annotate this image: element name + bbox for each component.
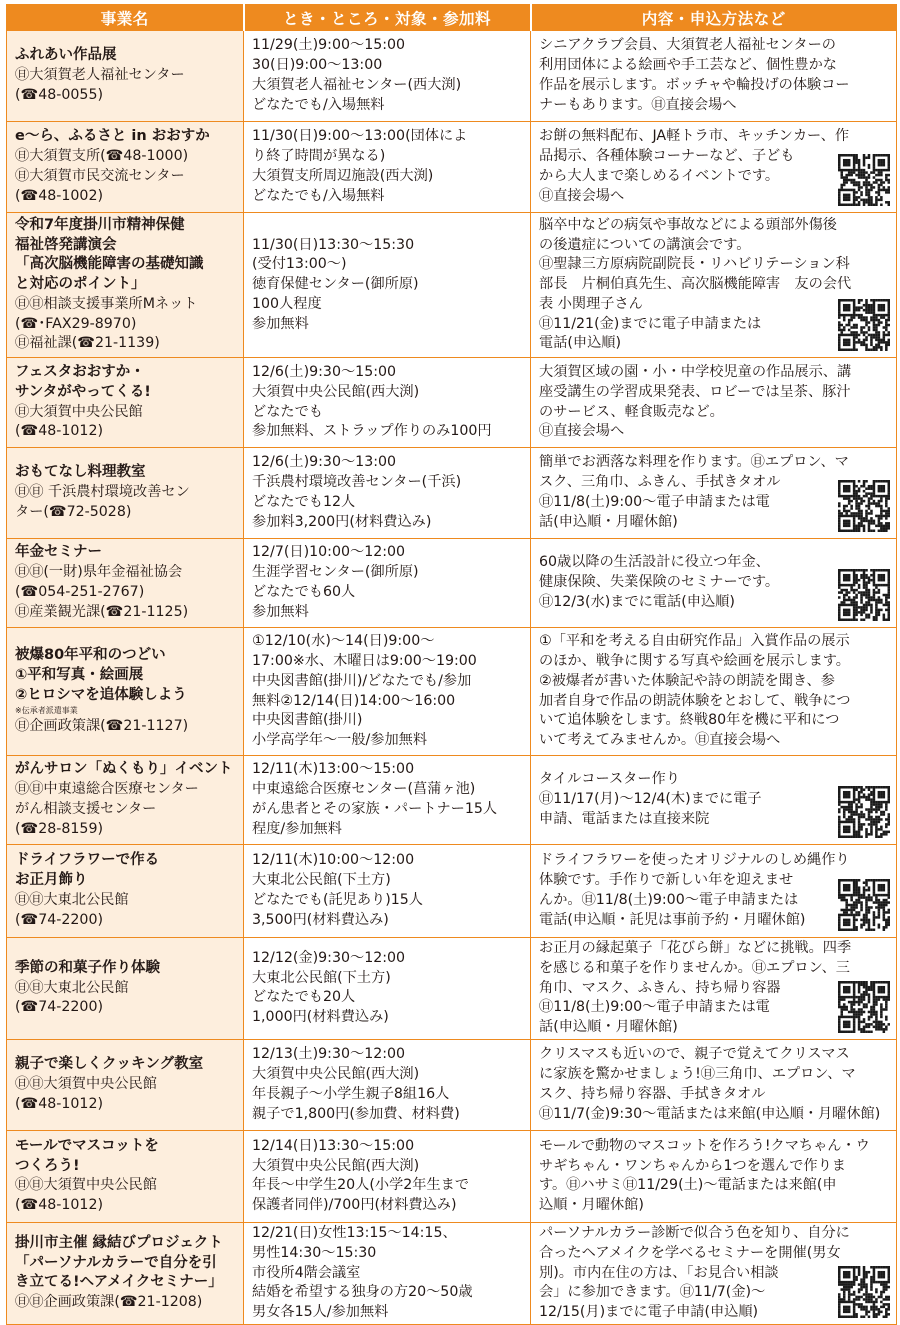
event-content-text: 簡単でお洒落な料理を作ります。㊐エプロン、マ スク、三角巾、ふきん、手拭きタオル ㊐11/8(土)9:00～電子申請または電 話(申込順・月曜休館) [539,454,849,530]
event-contact: ㊐企画政策課(☎21-1127) [15,718,189,735]
event-name-cell [7,31,244,122]
event-contact: ㊐㊐大東北公民館 (☎74-2200) [15,892,129,928]
event-content-text: お正月の縁起菓子「花びら餅」などに挑戦。四季 を感じる和菓子を作りませんか。㊐エプロン、三 角巾、マスク、ふきん、持ち帰り容器 ㊐11/8(土)9:00～電子申請または電 話(申込順・月曜休館) [539,940,852,1036]
event-title: e～ら、ふるさと in おおすか [15,128,210,145]
event-contact: ㊐㊐(一財)県年金福祉協会 (☎054-251-2767) ㊐産業観光課(☎21-1125) [15,564,189,620]
event-content-cell [531,539,897,628]
event-time-place-cell: 12/13(土)9:30～12:00 大須賀中央公民館(西大渕) 年長親子～小学生親子8組16人 親子で1,800円(参加費、材料費) [244,1039,531,1130]
event-name-cell [7,628,244,756]
event-content-text: ドライフラワーを使ったオリジナルのしめ縄作り 体験です。手作りで新しい年を迎えませ んか。㊐11/8(土)9:00～電子申請または 電話(申込順・託児は事前予約・月曜休館) [539,852,850,928]
event-content-text: モールで動物のマスコットを作ろう!クマちゃん・ウ サギちゃん・ワンちゃんから1つを選んで作りま す。㊐ハサミ㊐11/29(土)～電話または来館(申 込順・月曜休館) [539,1137,870,1214]
table-row [7,122,897,213]
event-title: 令和7年度掛川市精神保健 福祉啓発講演会 「高次脳機能障害の基礎知識 と対応のポイント」 [15,216,204,293]
event-time-place-cell: 11/29(土)9:00～15:00 30(日)9:00～13:00 大須賀老人福祉センター(西大渕) どなたでも/入場無料 [244,31,531,122]
qr-code-icon[interactable] [838,154,890,206]
event-content-text: ①「平和を考える自由研究作品」入賞作品の展示 のほか、戦争に関する写真や絵画を展示します。 ②被爆者が書いた体験記や詩の朗読を聞き、参 加者自身で作品の朗読体験をとおして、戦争につ いて追体験をします。終戦80年を機に平和につ いて考えてみませんか。㊐直接会場へ [539,633,851,749]
event-time-place-cell: 11/30(日)9:00～13:00(団体によ り終了時間が異なる) 大須賀支所周辺施設(西大渕) どなたでも/入場無料 [244,122,531,213]
event-content-text: 脳卒中などの病気や事故などによる頭部外傷後 の後遺症についての講演会です。 ㊐聖隷三方原病院副院長・リハビリテーション科 部長 片桐伯真先生、高次脳機能障害 友の会代 表 小関理子さん ㊐11/21(金)までに電子申請または 電話(申込順) [539,216,852,352]
event-time-place-cell: 12/14(日)13:30～15:00 大須賀中央公民館(西大渕) 年長～中学生20人(小学2年生まで 保護者同伴)/700円(材料費込み) [244,1130,531,1222]
table-row [7,845,897,938]
event-content-text: パーソナルカラー診断で似合う色を知り、自分に 合ったヘアメイクを学べるセミナーを開催(男女 別)。市内在住の方は、「お見合い相談 会」に参加できます。㊐11/7(金)～ 12/15(月)までに電子申請(申込順) [539,1224,850,1321]
event-contact: ㊐㊐相談支援事業所Mネット (☎･FAX29-8970) ㊐福祉課(☎21-1139) [15,295,198,352]
qr-code-icon[interactable] [838,299,890,351]
table-row [7,628,897,756]
event-title: ドライフラワーで作る お正月飾り [15,852,160,889]
event-time-place-cell: 12/21(日)女性13:15～14:15、 男性14:30～15:30 市役所4階会議室 結婚を希望する独身の方20～50歳 男女各15人/参加無料 [244,1222,531,1324]
event-name-cell [7,358,244,448]
event-name-cell [7,1130,244,1222]
event-content-text: 60歳以降の生活設計に役立つ年金、 健康保険、失業保険のセミナーです。 ㊐12/3(水)までに電話(申込順) [539,554,780,610]
event-content-cell [531,213,897,358]
header-content: 内容・申込方法など [531,5,897,31]
event-name-cell [7,845,244,938]
event-time-place-cell: 12/6(土)9:30～15:00 大須賀中央公民館(西大渕) どなたでも 参加無料、ストラップ作りのみ100円 [244,358,531,448]
event-title: 年金セミナー [15,544,102,561]
event-content-cell [531,1130,897,1222]
event-content-cell [531,31,897,122]
table-row [7,1222,897,1324]
table-row [7,1039,897,1130]
event-contact: ㊐㊐ 千浜農村環境改善セン ター(☎72-5028) [15,484,190,520]
header-event-name: 事業名 [7,5,244,31]
event-contact: ㊐㊐大須賀中央公民館 (☎48-1012) [15,1076,157,1112]
event-content-cell [531,756,897,845]
event-content-cell [531,358,897,448]
qr-code-icon[interactable] [838,1266,890,1318]
event-contact: ㊐大須賀中央公民館 (☎48-1012) [15,403,143,440]
event-contact: ㊐大須賀老人福祉センター (☎48-0055) [15,67,185,103]
event-name-cell [7,213,244,358]
table-row [7,213,897,358]
qr-code-icon[interactable] [838,879,890,931]
table-row [7,1130,897,1222]
table-row [7,938,897,1040]
event-name-cell [7,122,244,213]
event-contact: ㊐㊐大東北公民館 (☎74-2200) [15,979,129,1016]
event-note: ※伝承者派遣事業 [15,706,78,716]
event-content-text: お餅の無料配布、JA軽トラ市、キッチンカー、作 品掲示、各種体験コーナーなど、子ども から大人まで楽しめるイベントです。 ㊐直接会場へ [539,128,850,204]
event-time-place-cell: 12/12(金)9:30～12:00 大東北公民館(下土方) どなたでも20人 1,000円(材料費込み) [244,938,531,1040]
event-time-place-cell: 11/30(日)13:30～15:30 (受付13:00～) 徳育保健センター(御所原) 100人程度 参加無料 [244,213,531,358]
event-time-place-cell: 12/11(木)10:00～12:00 大東北公民館(下土方) どなたでも(託児あり)15人 3,500円(材料費込み) [244,845,531,938]
qr-code-icon[interactable] [838,569,890,621]
event-content-cell [531,1222,897,1324]
header-time-place: とき・ところ・対象・参加料 [244,5,531,31]
event-time-place-cell: ①12/10(水)～14(日)9:00～ 17:00※水、木曜日は9:00～19:00 中央図書館(掛川)/どなたでも/参加 無料②12/14(日)14:00～16:00 中央図書館(掛川) 小学高学年～一般/参加無料 [244,628,531,756]
event-contact: ㊐大須賀支所(☎48-1000) ㊐大須賀市民交流センター (☎48-1002) [15,148,189,204]
event-title: 掛川市主催 縁結びプロジェクト 「パーソナルカラーで自分を引 き立てる!ヘアメイクセミナー」 [15,1234,223,1291]
event-contact: ㊐㊐中東遠総合医療センター がん相談支援センター (☎28-8159) [15,781,199,837]
event-time-place-cell: 12/7(日)10:00～12:00 生涯学習センター(御所原) どなたでも60人 参加無料 [244,539,531,628]
event-title: ふれあい作品展 [15,47,117,64]
table-row [7,358,897,448]
event-title: がんサロン「ぬくもり」イベント [15,761,233,778]
event-contact: ㊐㊐大須賀中央公民館 (☎48-1012) [15,1177,157,1214]
event-name-cell [7,1222,244,1324]
table-row [7,448,897,539]
qr-code-icon[interactable] [838,480,890,532]
event-content-cell [531,628,897,756]
event-title: 季節の和菓子作り体験 [15,959,160,976]
event-content-text: タイルコースター作り ㊐11/17(月)～12/4(木)までに電子 申請、電話または直接来院 [539,771,762,827]
qr-code-icon[interactable] [838,981,890,1033]
event-title: フェスタおおすか・ サンタがやってくる! [15,363,151,400]
events-table [6,4,897,1325]
table-row [7,31,897,122]
event-name-cell [7,448,244,539]
event-contact: ㊐㊐企画政策課(☎21-1208) [15,1294,203,1311]
event-content-cell [531,845,897,938]
event-name-cell [7,539,244,628]
event-content-text: シニアクラブ会員、大須賀老人福祉センターの 利用団体による絵画や手工芸など、個性豊かな 作品を展示します。ボッチャや輪投げの体験コー ナーもあります。㊐直接会場へ [539,37,850,113]
event-title: 被爆80年平和のつどい ①平和写真・絵画展 ②ヒロシマを追体験しよう [15,646,187,703]
event-content-cell [531,938,897,1040]
event-name-cell [7,756,244,845]
event-title: おもてなし料理教室 [15,464,146,481]
event-content-cell [531,448,897,539]
event-content-cell [531,122,897,213]
table-row [7,756,897,845]
event-content-text: 大須賀区域の園・小・中学校児童の作品展示、講 座受講生の学習成果発表、ロビーでは呈茶、豚汁 のサービス、軽食販売など。 ㊐直接会場へ [539,363,852,440]
event-time-place-cell: 12/6(土)9:30～13:00 千浜農村環境改善センター(千浜) どなたでも12人 参加料3,200円(材料費込み) [244,448,531,539]
event-title: 親子で楽しくクッキング教室 [15,1056,204,1073]
table-header-row [7,5,897,31]
event-name-cell [7,1039,244,1130]
table-row [7,539,897,628]
qr-code-icon[interactable] [838,786,890,838]
event-title: モールでマスコットを つくろう! [15,1137,159,1174]
event-content-cell [531,1039,897,1130]
event-time-place-cell: 12/11(木)13:00～15:00 中東遠総合医療センター(菖蒲ヶ池) がん患者とその家族・パートナー15人 程度/参加無料 [244,756,531,845]
event-content-text: クリスマスも近いので、親子で覚えてクリスマス に家族を驚かせましょう!㊐三角巾、エプロン、マ スク、持ち帰り容器、手拭きタオル ㊐11/7(金)9:30～電話または来館(申込順・月曜休館) [539,1046,881,1122]
event-name-cell [7,938,244,1040]
